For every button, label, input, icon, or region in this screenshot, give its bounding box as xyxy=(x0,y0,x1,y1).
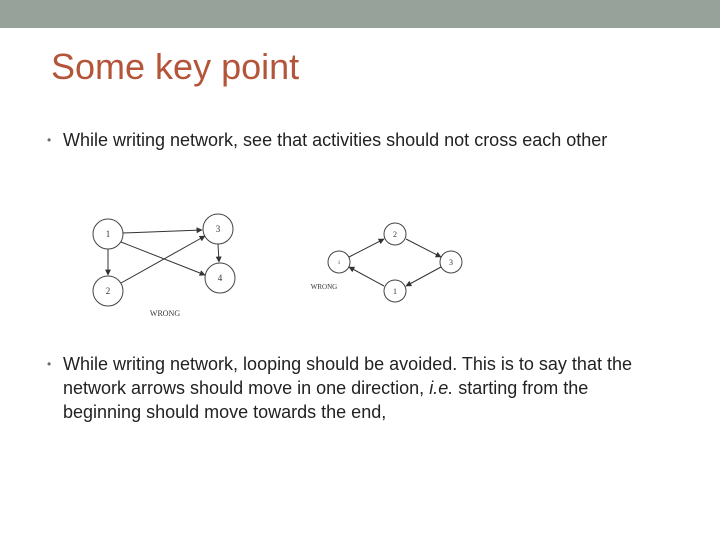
right-network-figure xyxy=(311,223,462,302)
node-label: 2 xyxy=(393,230,397,239)
bullet-text-part: starting from the beginning should move towards the end, xyxy=(63,378,589,422)
node-label: 1 xyxy=(393,287,397,296)
bullet-text: While writing network, see that activities should not cross each other xyxy=(63,130,608,150)
node-label: 2 xyxy=(105,286,111,296)
node-label: 3 xyxy=(215,224,221,234)
node-label: 4 xyxy=(217,273,223,283)
edge xyxy=(349,267,384,286)
edge xyxy=(121,242,205,275)
bullet-text xyxy=(63,352,667,424)
figure-caption: WRONG xyxy=(310,283,338,291)
figure-caption: WRONG xyxy=(149,309,181,318)
bullet-marker: • xyxy=(47,357,52,371)
node-label: 1 xyxy=(337,261,341,266)
edge xyxy=(121,236,205,283)
bullet-text-part: While writing network, looping should be avoided. This is to say that the network arrows should move in one direction, xyxy=(63,354,632,398)
node-label: 1 xyxy=(105,229,111,239)
edge xyxy=(123,230,202,233)
edge xyxy=(406,239,441,257)
node-label: 3 xyxy=(449,258,453,267)
edge xyxy=(218,244,219,262)
bullet-text-italic: i.e. xyxy=(429,378,454,398)
bullet-item xyxy=(47,352,667,424)
slide-title: Some key point xyxy=(51,46,300,87)
edge xyxy=(406,267,441,286)
left-network-figure xyxy=(93,214,235,318)
bullet-marker: • xyxy=(47,133,52,147)
edge xyxy=(349,239,384,257)
